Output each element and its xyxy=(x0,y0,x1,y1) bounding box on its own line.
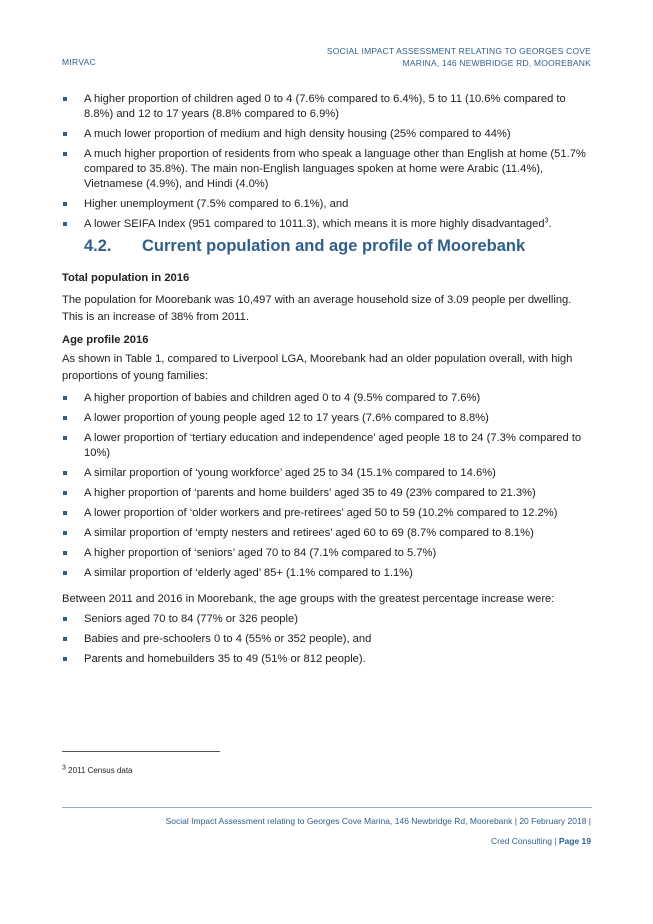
footnote-ref[interactable]: 3 xyxy=(544,217,549,225)
footnote-text: 2011 Census data xyxy=(68,766,133,775)
list-item: A higher proportion of ‘parents and home builders’ aged 35 to 49 (23% compared to 21.3%) xyxy=(62,486,592,501)
section-title: Current population and age profile of Moorebank xyxy=(142,237,526,255)
footer-line1: Social Impact Assessment relating to Georges Cove Marina, 146 Newbridge Rd, Moorebank | 20 February 2018 | xyxy=(165,816,591,826)
list-item: A higher proportion of children aged 0 to 4 (7.6% compared to 6.4%), 5 to 11 (10.6% compared to 8.8%) and 12 to 17 years (8.8% compared to 6.9%) xyxy=(62,92,592,122)
list-item: A higher proportion of babies and children aged 0 to 4 (9.5% compared to 7.6%) xyxy=(62,391,592,406)
list-item: A much higher proportion of residents from who speak a language other than English at home (51.7% compared to 35.8%). The main non-English languages spoken at home were Arabic (11.4%), Vietnamese (4.9%), and Hindi (4.0%) xyxy=(62,147,592,192)
list-item: A lower proportion of ‘tertiary education and independence’ aged people 18 to 24 (7.3% compared to 10%) xyxy=(62,431,592,461)
list-item: A much lower proportion of medium and high density housing (25% compared to 44%) xyxy=(62,127,592,142)
footer-divider xyxy=(62,807,592,808)
age-profile-heading: Age profile 2016 xyxy=(62,334,149,346)
header-right-line2: MARINA, 146 NEWBRIDGE RD, MOOREBANK xyxy=(402,58,591,68)
list-item xyxy=(62,217,592,232)
list-item: Seniors aged 70 to 84 (77% or 326 people) xyxy=(62,612,592,627)
list-item: A lower proportion of ‘older workers and pre-retirees’ aged 50 to 59 (10.2% compared to 12.2%) xyxy=(62,506,592,521)
section-number: 4.2. xyxy=(84,237,112,255)
list-item: Babies and pre-schoolers 0 to 4 (55% or 352 people), and xyxy=(62,632,592,647)
total-population-heading: Total population in 2016 xyxy=(62,272,190,284)
list-item: A similar proportion of ‘elderly aged’ 85+ (1.1% compared to 1.1%) xyxy=(62,566,592,581)
increase-intro: Between 2011 and 2016 in Moorebank, the age groups with the greatest percentage increase were: xyxy=(62,593,555,605)
page-number: Page 19 xyxy=(558,836,591,846)
section-heading xyxy=(84,237,525,256)
seifa-period: . xyxy=(548,218,552,230)
list-item: A lower proportion of young people aged 12 to 17 years (7.6% compared to 8.8%) xyxy=(62,411,592,426)
list-item: A similar proportion of ‘empty nesters and retirees’ aged 60 to 69 (8.7% compared to 8.1%) xyxy=(62,526,592,541)
header-left: MIRVAC xyxy=(62,57,97,67)
total-population-text: The population for Moorebank was 10,497 with an average household size of 3.09 people per dwelling. This is an increase of 38% from 2011. xyxy=(62,294,572,323)
list-item: Parents and homebuilders 35 to 49 (51% or 812 people). xyxy=(62,652,592,667)
footer-org: Cred Consulting | xyxy=(490,836,559,846)
list-item: A similar proportion of ‘young workforce’ aged 25 to 34 (15.1% compared to 14.6%) xyxy=(62,466,592,481)
age-profile-bullet-list xyxy=(62,391,592,586)
top-bullet-list xyxy=(62,92,592,237)
seifa-text: A lower SEIFA Index (951 compared to 1011.3), which means it is more highly disadvantaged xyxy=(84,218,545,230)
increase-bullet-list xyxy=(62,612,592,672)
list-item: Higher unemployment (7.5% compared to 6.1%), and xyxy=(62,197,592,212)
footnote-mark: 3 xyxy=(62,764,66,772)
age-profile-intro: As shown in Table 1, compared to Liverpool LGA, Moorebank had an older population overall, with high proportions of young families: xyxy=(62,353,573,382)
footer-line2 xyxy=(491,836,591,846)
footnote xyxy=(62,766,132,775)
footnote-divider xyxy=(62,751,220,752)
header-right-line1: SOCIAL IMPACT ASSESSMENT RELATING TO GEORGES COVE xyxy=(326,46,591,56)
header-right xyxy=(271,45,591,69)
list-item: A higher proportion of ‘seniors’ aged 70 to 84 (7.1% compared to 5.7%) xyxy=(62,546,592,561)
